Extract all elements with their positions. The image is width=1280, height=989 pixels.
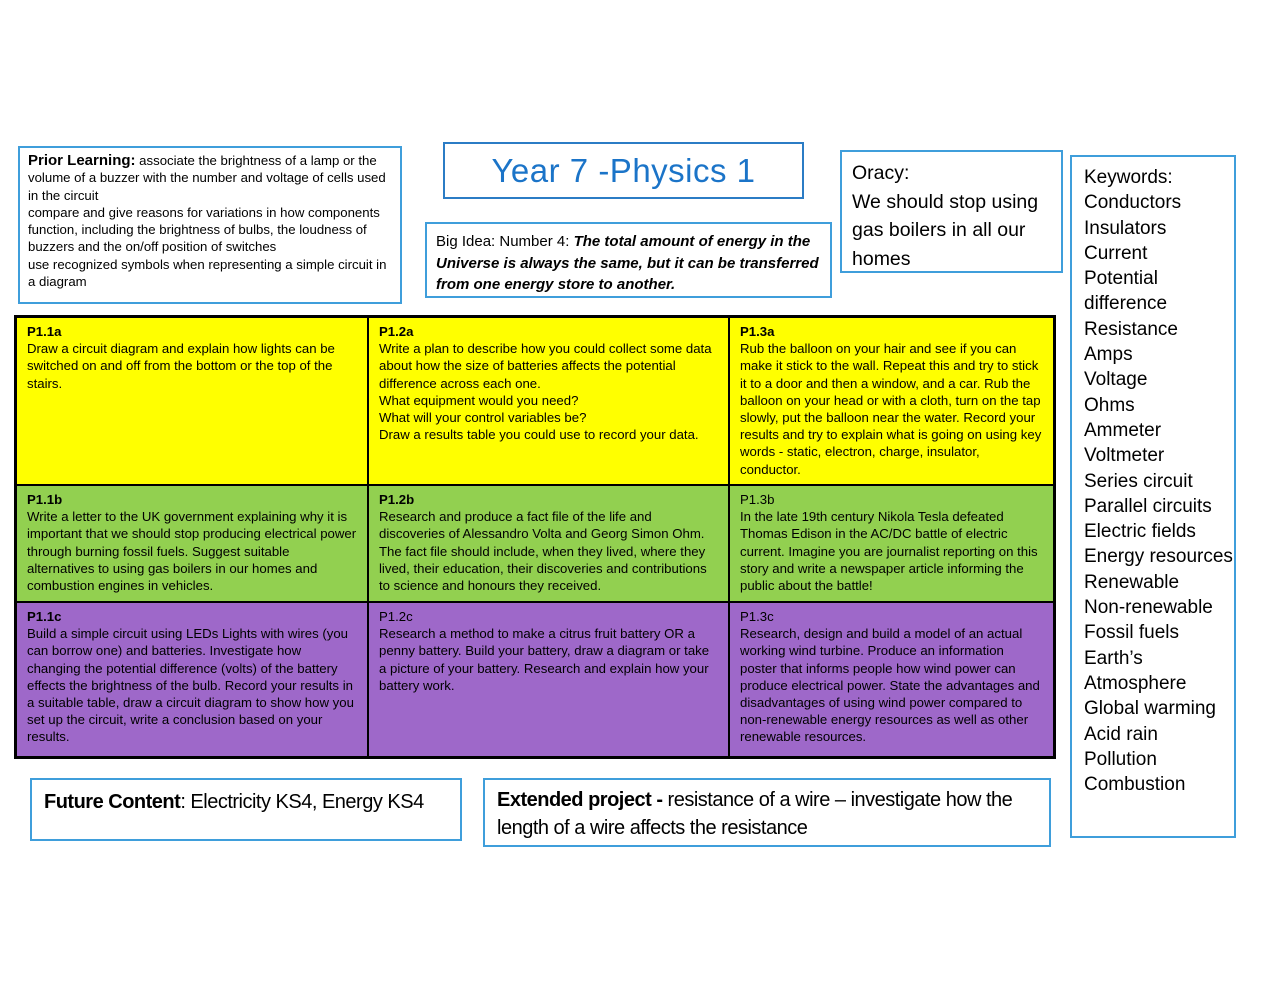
task-cell-P1.1b xyxy=(17,486,369,601)
future-content-label: Future Content xyxy=(44,791,181,813)
task-code: P1.3c xyxy=(740,609,774,624)
keyword-item: Current xyxy=(1084,242,1148,264)
task-cell-P1.3c xyxy=(730,603,1053,756)
keyword-item: Earth’s Atmosphere xyxy=(1084,647,1187,694)
keyword-item: Energy resources xyxy=(1084,546,1233,568)
extended-project-text: resistance of a wire – investigate how the length of a wire affects the resistance xyxy=(497,789,1013,839)
big-idea-box xyxy=(425,222,832,298)
task-text: Write a letter to the UK government explaining why it is important that we should stop producing electrical power through burning fossil fuels. Suggest suitable alternatives to using gas boilers in our homes and combustion engines in vehicles. xyxy=(27,509,357,594)
task-code: P1.2a xyxy=(379,324,414,339)
keyword-item: Combustion xyxy=(1084,774,1186,796)
keyword-item: Ohms xyxy=(1084,394,1135,416)
keyword-item: Voltage xyxy=(1084,369,1148,391)
task-code: P1.3b xyxy=(740,492,775,507)
task-text: What will your control variables be? xyxy=(379,410,587,426)
prior-learning-intro: associate the brightness of a lamp or the volume of a buzzer with the number and voltage of cells used in the circuit xyxy=(28,153,386,203)
task-code: P1.1c xyxy=(27,609,62,624)
task-text: Draw a circuit diagram and explain how lights can be switched on and off from the bottom or the top of the stairs. xyxy=(27,341,335,391)
keyword-item: Series circuit xyxy=(1084,470,1193,492)
big-idea-statement: The total amount of energy in the Universe is always the same, but it can be transferred from one energy store to another. xyxy=(436,233,819,293)
big-idea-prefix: Big Idea: Number 4: xyxy=(436,233,574,250)
keywords-box xyxy=(1070,155,1236,838)
keyword-item: Resistance xyxy=(1084,318,1178,340)
task-code: P1.3a xyxy=(740,324,775,339)
task-code: P1.2c xyxy=(379,609,413,624)
prior-learning-box xyxy=(18,146,402,304)
task-text: Draw a results table you could use to record your data. xyxy=(379,427,699,443)
task-cell-P1.1c xyxy=(17,603,369,756)
prior-learning-item: compare and give reasons for variations in how components function, including the brightness of bulbs, the loudness of buzzers and the on/off position of switches xyxy=(28,204,380,255)
keyword-item: Ammeter xyxy=(1084,419,1162,441)
future-content-text: : Electricity KS4, Energy KS4 xyxy=(180,791,424,813)
extended-project-label: Extended project - xyxy=(497,789,668,811)
extended-project-box xyxy=(483,778,1051,847)
title-box xyxy=(443,142,804,199)
keywords-list xyxy=(1084,190,1234,797)
keyword-item: Pollution xyxy=(1084,748,1157,770)
task-grid xyxy=(14,315,1056,759)
task-cell-P1.3a xyxy=(730,318,1053,484)
keyword-item: Electric fields xyxy=(1084,521,1196,543)
keyword-item: Amps xyxy=(1084,344,1133,366)
keyword-item: Fossil fuels xyxy=(1084,622,1180,644)
future-content-box xyxy=(30,778,462,841)
task-row xyxy=(17,486,1053,603)
prior-learning-label: Prior Learning: xyxy=(28,152,136,169)
prior-learning-item: use recognized symbols when representing a simple circuit in a diagram xyxy=(28,256,387,290)
task-text: Research, design and build a model of an actual working wind turbine. Produce an information poster that informs people how wind power can produce electrical power. State the advantages and disadvantages of using wind power compared to non-renewable energy resources as well as other renewable resources. xyxy=(740,626,1040,745)
task-code: P1.1a xyxy=(27,324,62,339)
oracy-box xyxy=(840,150,1063,273)
task-text: Research a method to make a citrus fruit battery OR a penny battery. Build your battery, draw a diagram or take a picture of your battery. Research and explain how your battery work. xyxy=(379,626,710,693)
task-cell-P1.2a xyxy=(369,318,730,484)
task-cell-P1.2b xyxy=(369,486,730,601)
task-cell-P1.3b xyxy=(730,486,1053,601)
task-text: In the late 19th century Nikola Tesla defeated Thomas Edison in the AC/DC battle of electric current. Imagine you are journalist reporting on this story and write a newspaper article informing the public about the battle! xyxy=(740,509,1038,594)
keywords-label: Keywords: xyxy=(1084,167,1173,188)
page-title: Year 7 -Physics 1 xyxy=(491,151,756,189)
task-text: What equipment would you need? xyxy=(379,392,579,408)
task-code: P1.1b xyxy=(27,492,63,507)
task-text: Write a plan to describe how you could collect some data about how the size of batteries affects the potential difference across each one. xyxy=(379,341,712,391)
task-row xyxy=(17,603,1053,756)
task-text: Build a simple circuit using LEDs Lights with wires (you can borrow one) and batteries. Investigate how changing the potential difference (volts) of the battery effects the brightness of the bulb. Record your results in a suitable table, draw a circuit diagram to show how you set up the circuit, write a conclusion based on your results. xyxy=(27,626,354,745)
keyword-item: Non-renewable xyxy=(1084,597,1213,619)
oracy-label: Oracy: xyxy=(852,162,910,184)
oracy-statement: We should stop using gas boilers in all our homes xyxy=(852,190,1039,270)
keyword-item: Potential difference xyxy=(1084,268,1168,315)
task-code: P1.2b xyxy=(379,492,415,507)
task-row xyxy=(17,318,1053,486)
task-text: Research and produce a fact file of the life and discoveries of Alessandro Volta and Georg Simon Ohm. The fact file should include, when they lived, where they lived, their education, their discoveries and contributions to science and honours they received. xyxy=(379,509,707,594)
keyword-item: Renewable xyxy=(1084,571,1180,593)
keyword-item: Voltmeter xyxy=(1084,445,1165,467)
keyword-item: Parallel circuits xyxy=(1084,495,1212,517)
task-cell-P1.1a xyxy=(17,318,369,484)
keyword-item: Insulators xyxy=(1084,217,1167,239)
task-cell-P1.2c xyxy=(369,603,730,756)
keyword-item: Global warming xyxy=(1084,698,1216,720)
keyword-item: Acid rain xyxy=(1084,723,1158,745)
task-text: Rub the balloon on your hair and see if you can make it stick to the wall. Repeat this and try to stick it to a door and then a window, and a car. Rub the balloon on your head or with a cloth, turn on the tap slowly, put the balloon near the water. Record your results and try to explain what is going on using key words - static, electron, charge, insulator, conductor. xyxy=(740,341,1042,477)
keyword-item: Conductors xyxy=(1084,192,1182,214)
